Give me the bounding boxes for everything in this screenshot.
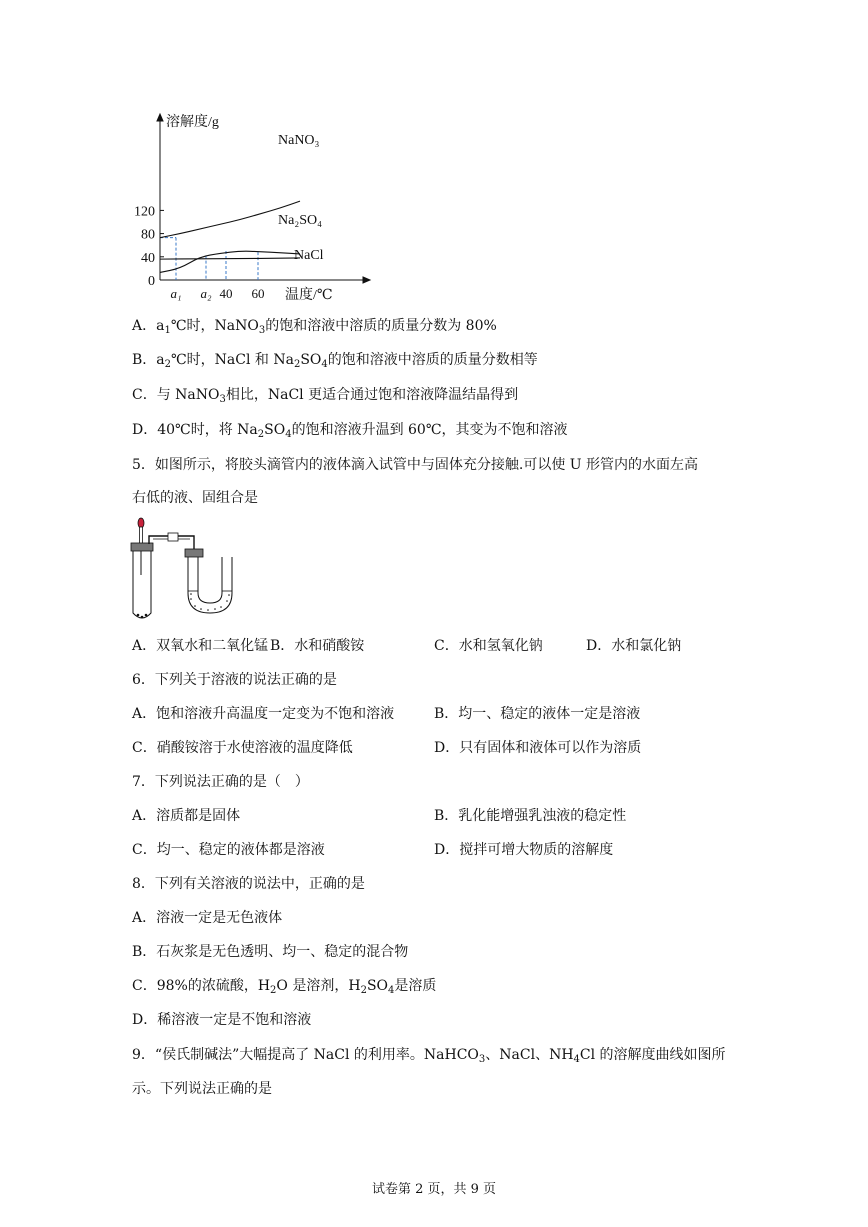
q5-stem-1: 5．如图所示，将胶头滴管内的液体滴入试管中与固体充分接触.可以使 U 形管内的水面左高	[132, 457, 699, 473]
y-tick-label: 0	[148, 274, 155, 289]
q5-option-d: D．水和氯化钠	[586, 638, 682, 654]
series-label-nano3: NaNO₃	[278, 133, 320, 148]
x-tick-label: a₂	[200, 286, 212, 301]
series-label-na2so4: Na₂SO₄	[278, 213, 322, 228]
q8-stem: 8．下列有关溶液的说法中，正确的是	[132, 876, 365, 892]
q7-option-a: A．溶质都是固体	[132, 808, 241, 824]
q6-stem: 6．下列关于溶液的说法正确的是	[132, 672, 337, 688]
q6-option-d: D．只有固体和液体可以作为溶质	[434, 740, 642, 756]
y-axis-label: 溶解度/g	[166, 115, 219, 130]
q4-option-d: D．40℃时，将 $Na_2SO_4$的饱和溶液升温到 60℃，其变为不饱和溶液	[132, 422, 568, 440]
q4-option-b: B．$a_2℃$时，NaCl 和 $Na_2SO_4$的饱和溶液中溶质的质量分数相等	[132, 352, 538, 370]
q7-option-b: B．乳化能增强乳浊液的稳定性	[434, 808, 627, 824]
q8-option-c: C．98%的浓硫酸，$H_2O$ 是溶剂，$H_2SO_4$是溶质	[132, 978, 437, 996]
x-axis-label: 温度/℃	[285, 288, 333, 303]
q5-option-c: C．水和氢氧化钠	[434, 638, 543, 654]
series-line	[160, 258, 300, 259]
x-tick-label: 40	[219, 286, 233, 301]
y-axis-arrow	[157, 114, 163, 121]
q6-option-b: B．均一、稳定的液体一定是溶液	[434, 706, 641, 722]
q5-stem-2: 右低的液、固组合是	[132, 490, 258, 506]
x-axis-arrow	[363, 277, 370, 283]
q6-option-a: A．饱和溶液升高温度一定变为不饱和溶液	[132, 706, 395, 722]
solubility-chart	[120, 108, 380, 308]
series-label-nacl: NaCl	[294, 248, 324, 263]
x-tick-label: a₁	[170, 286, 182, 301]
q8-option-b: B．石灰浆是无色透明、均一、稳定的混合物	[132, 944, 409, 960]
y-tick-label: 120	[134, 204, 155, 220]
q5-option-b: B．水和硝酸铵	[270, 638, 365, 654]
x-tick-label: 60	[251, 286, 265, 301]
q9-stem-1: 9．“侯氏制碱法”大幅提高了 NaCl 的利用率。NaHCO$_3$、NaCl、$NH_4Cl$ 的溶解度曲线如图所	[132, 1047, 726, 1065]
q7-option-d: D．搅拌可增大物质的溶解度	[434, 842, 614, 858]
y-tick-label: 80	[141, 227, 155, 243]
y-tick-label: 40	[141, 250, 155, 266]
q7-stem: 7．下列说法正确的是（ ）	[132, 774, 309, 790]
q6-option-c: C．硝酸铵溶于水使溶液的温度降低	[132, 740, 353, 756]
u-tube-apparatus	[128, 513, 258, 623]
series-line	[160, 251, 300, 272]
q8-option-d: D．稀溶液一定是不饱和溶液	[132, 1012, 312, 1028]
q8-option-a: A．溶液一定是无色液体	[132, 910, 283, 926]
q7-option-c: C．均一、稳定的液体都是溶液	[132, 842, 325, 858]
q9-stem-2: 示。下列说法正确的是	[132, 1081, 272, 1097]
page-footer: 试卷第 2 页，共 9 页	[371, 1182, 497, 1197]
q4-option-a: A．$a_1℃$时，NaNO$_3$的饱和溶液中溶质的质量分数为 80%	[132, 318, 497, 336]
q5-option-a: A．双氧水和二氧化锰	[132, 638, 269, 654]
q4-option-c: C．与 NaNO$_3$相比，NaCl 更适合通过饱和溶液降温结晶得到	[132, 387, 519, 405]
